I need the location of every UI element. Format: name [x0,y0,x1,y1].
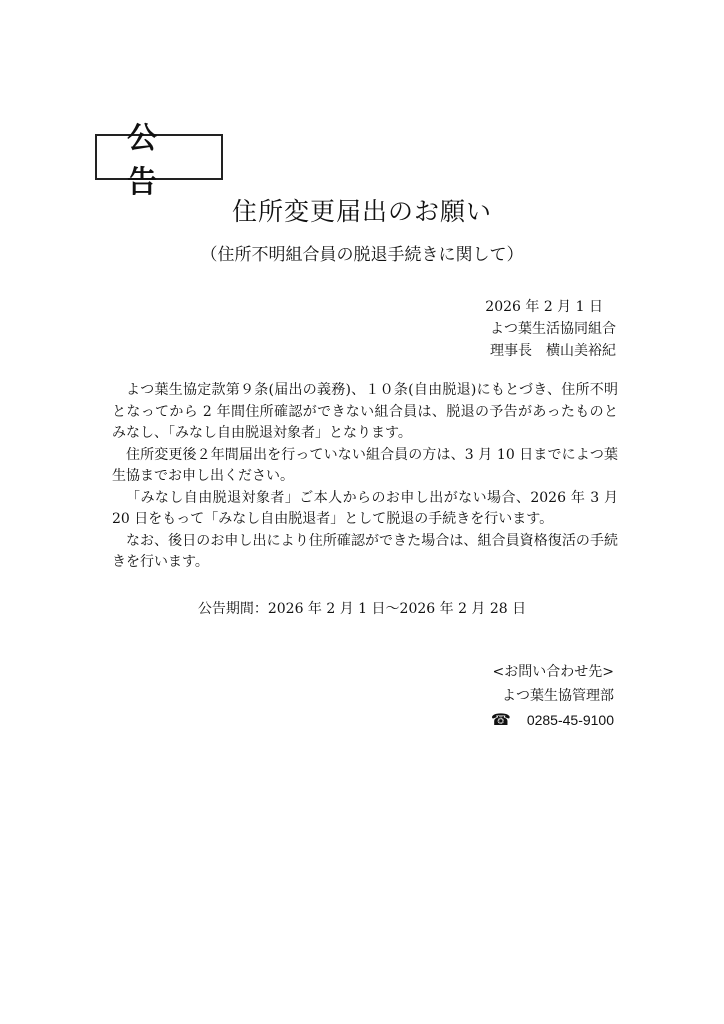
body-paragraph: なお、後日のお申し出により住所確認ができた場合は、組合員資格復活の手続きを行います。 [112,532,618,570]
phone-number: 0285-45-9100 [526,712,614,728]
body-paragraph: よつ葉生協定款第９条(届出の義務)、１０条(自由脱退)にもとづき、住所不明となってから 2 年間住所確認ができない組合員は、脱退の予告があったものとみなし、「みなし自由脱退対象者」となります。 [112,382,618,441]
chairman-name: 理事長 横山美裕紀 [490,343,616,359]
contact-department: よつ葉生協管理部 [502,688,614,704]
notice-label: 公 告 [95,134,223,180]
organization-name: よつ葉生活協同組合 [490,321,616,337]
body-paragraph: 住所変更後２年間届出を行っていない組合員の方は、3 月 10 日までによつ葉生協までお申し出ください。 [112,446,618,484]
issuer-block [485,296,616,362]
notice-period: 公告期間：2026 年 2 月 1 日～2026 年 2 月 28 日 [197,601,527,617]
body-paragraph: 「みなし自由脱退対象者」ご本人からのお申し出がない場合、2026 年 3 月 20 日をもって「みなし自由脱退者」として脱退の手続きを行います。 [112,489,618,527]
contact-block [491,660,614,732]
contact-heading: <お問い合わせ先> [492,664,614,680]
contact-phone-line [491,708,614,732]
page-subtitle: （住所不明組合員の脱退手続きに関して） [200,245,524,265]
telephone-icon: ☎ [490,710,511,729]
issue-date: 2026 年 2 月 1 日 [485,299,603,315]
notice-body [112,380,618,574]
page-title: 住所変更届出のお願い [231,197,492,226]
